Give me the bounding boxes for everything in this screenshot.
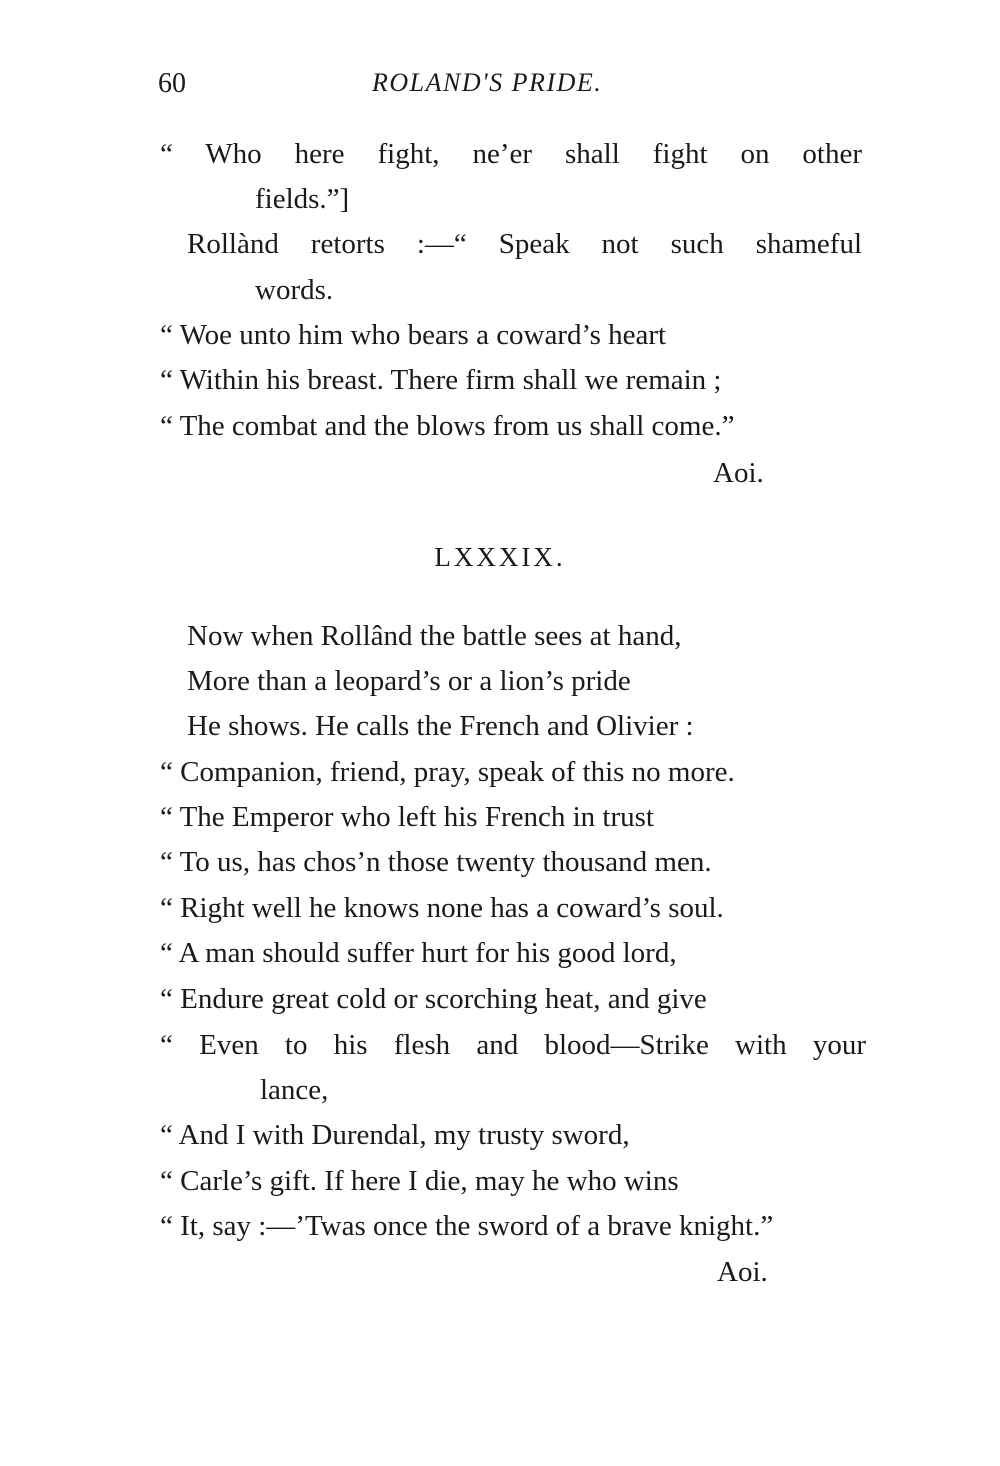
verse-line: “ A man should suffer hurt for his good lord, xyxy=(160,937,677,969)
verse-line: “ Endure great cold or scorching heat, and give xyxy=(160,983,707,1015)
verse-line: lance, xyxy=(260,1074,329,1106)
verse-line: fields.”] xyxy=(255,183,350,215)
verse-line: “ And I with Durendal, my trusty sword, xyxy=(160,1119,630,1151)
page-header xyxy=(0,68,1000,108)
verse-line: Rollànd retorts :—“ Speak not such shameful xyxy=(187,228,862,260)
verse-line: “ Who here fight, ne’er shall fight on other xyxy=(160,138,862,170)
verse-line: “ To us, has chos’n those twenty thousand men. xyxy=(160,846,712,878)
verse-line: “ The Emperor who left his French in trust xyxy=(160,801,654,833)
verse-line: “ The combat and the blows from us shall come.” xyxy=(160,410,735,442)
verse-line: “ Companion, friend, pray, speak of this no more. xyxy=(160,756,735,788)
refrain: Aoi. xyxy=(717,1256,768,1288)
verse-line: More than a leopard’s or a lion’s pride xyxy=(187,665,631,697)
running-title: ROLAND'S PRIDE. xyxy=(372,68,603,97)
verse-line: “ It, say :—’Twas once the sword of a brave knight.” xyxy=(160,1210,774,1242)
verse-line: “ Woe unto him who bears a coward’s heart xyxy=(160,319,667,351)
verse-line: “ Even to his flesh and blood—Strike with your xyxy=(160,1029,866,1061)
verse-line: “ Right well he knows none has a coward’s soul. xyxy=(160,892,724,924)
verse-line: He shows. He calls the French and Olivier : xyxy=(187,710,694,742)
refrain: Aoi. xyxy=(713,457,764,489)
verse-line: Now when Rollând the battle sees at hand, xyxy=(187,620,682,652)
verse-line: “ Carle’s gift. If here I die, may he who wins xyxy=(160,1165,679,1197)
verse-line: “ Within his breast. There firm shall we remain ; xyxy=(160,364,722,396)
canto-heading: LXXXIX. xyxy=(434,542,566,572)
verse-line: words. xyxy=(255,274,334,306)
page-number: 60 xyxy=(158,68,186,99)
